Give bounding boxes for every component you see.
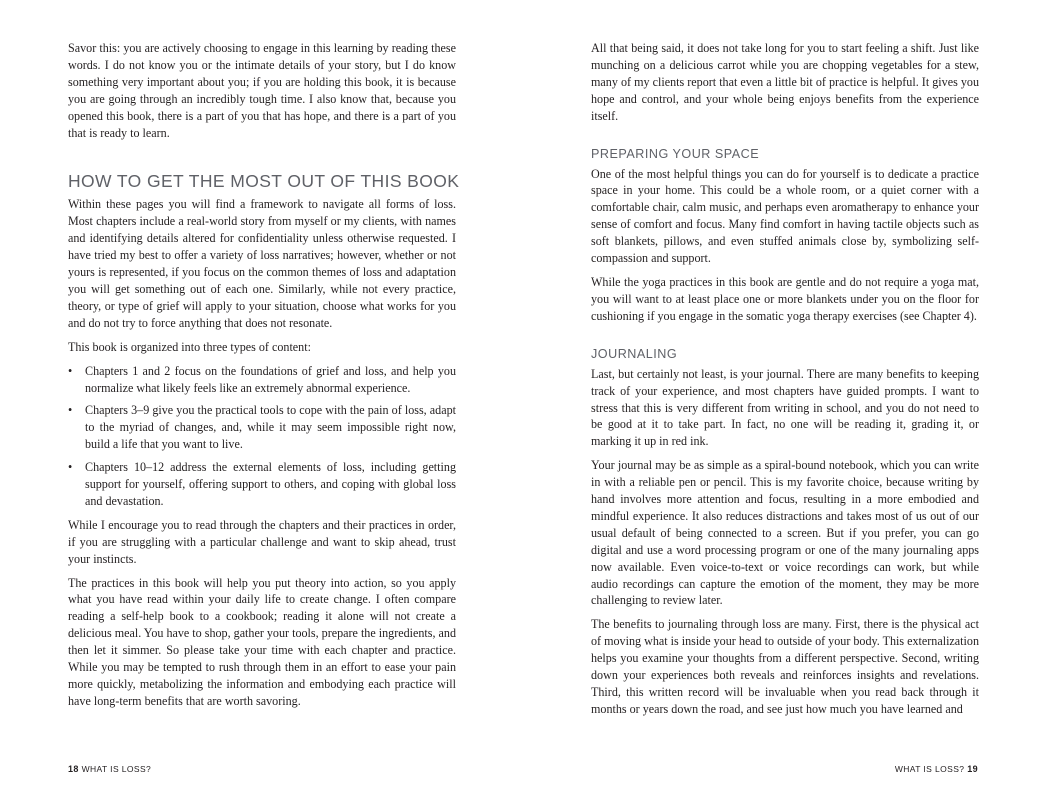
list-item bbox=[68, 363, 456, 397]
list-item bbox=[68, 459, 456, 510]
right-page-body bbox=[591, 40, 979, 725]
page-number: 18 bbox=[68, 764, 79, 774]
list-item-text: Chapters 1 and 2 focus on the foundations of grief and loss, and help you normalize what likely feels like an extremely abnormal experience. bbox=[85, 363, 456, 395]
body-paragraph: This book is organized into three types of content: bbox=[68, 339, 311, 354]
subheading-journaling: JOURNALING bbox=[591, 346, 678, 361]
left-page-footer bbox=[68, 764, 151, 774]
running-title: WHAT IS LOSS? bbox=[81, 764, 152, 774]
list-item-text: Chapters 10–12 address the external elements of loss, including getting support for yourself, offering support to others, and coping with global loss and devastation. bbox=[85, 460, 456, 508]
body-paragraph: Within these pages you will find a framework to navigate all forms of loss. Most chapters include a real-world story from myself or my clients, with names and identifying details altered for confidentiality unless otherwise requested. I have tried my best to offer a variety of loss narratives; however, whether or not yours is represented, if you focus on the common themes of loss and adaptation you will get something out of each one. Similarly, while not every practice, theory, or type of grief will apply to your situation, choose what works for you and do not try to force anything that does not resonate. bbox=[68, 197, 456, 330]
body-paragraph: Savor this: you are actively choosing to engage in this learning by reading these words. I do not know you or the intimate details of your story, but I do know something very important about you; if you are holding this book, it is because you are going through an incredibly tough time. I also know that, because you opened this book, there is a part of you that has hope, and there is a part of you that is ready to learn. bbox=[68, 41, 456, 140]
section-heading-how-to-use: HOW TO GET THE MOST OUT OF THIS BOOK bbox=[68, 171, 460, 192]
body-paragraph: One of the most helpful things you can do for yourself is to dedicate a practice space in your home. This could be a whole room, or a quiet corner with a comfortable chair, calm music, and perhaps even aromatherapy to enhance your sense of comfort and focus. Many find comfort in having tactile objects such as soft blankets, pillows, and even stuffed animals close by, symbolizing self-compassion and support. bbox=[591, 166, 979, 266]
body-paragraph: The benefits to journaling through loss are many. First, there is the physical act of moving what is inside your head to outside of your body. This externalization helps you examine your thoughts from a different perspective. Second, writing down your experiences both reveals and reinforces insights and revelations. Third, this written record will be invaluable when you read back through it months or years down the road, and see just how much you have learned and bbox=[591, 617, 979, 716]
bullet-icon: • bbox=[68, 403, 73, 418]
body-paragraph: Last, but certainly not least, is your journal. There are many benefits to keeping track of your experience, and most chapters have guided prompts. I want to stress that this is very different from writing in school, and you do not need to be good at it to take part. In fact, no one will be reading it, grading it, or marking it up in red ink. bbox=[591, 366, 979, 449]
running-title: WHAT IS LOSS? bbox=[894, 764, 965, 774]
body-paragraph: Your journal may be as simple as a spiral-bound notebook, which you can write in with a reliable pen or pencil. This is my favorite choice, because writing by hand involves more attention and focus, resulting in a more embodied and mindful experience. It also reduces distractions and takes most of us out of our usual default of being connected to a screen. But if you prefer, you can go digital and use a word processing program or one of the many journaling apps now available. Even voice-to-text or voice recordings can work, but while audio recordings can capture the emotion of the moment, they may be more challenging to review later. bbox=[591, 458, 979, 608]
bullet-icon: • bbox=[68, 460, 73, 475]
subheading-preparing-space: PREPARING YOUR SPACE bbox=[591, 146, 760, 161]
body-paragraph: The practices in this book will help you put theory into action, so you apply what you have read within your daily life to create change. I often compare reading a self-help book to a cookbook; reading it alone will not create a delicious meal. You have to shop, gather your tools, prepare the ingredients, and then let it simmer. So please take your time with each chapter and practice. While you may be tempted to rush through them in an effort to ease your pain more quickly, metabolizing the information and embodying each practice will have long-term benefits that are worth savoring. bbox=[68, 575, 456, 708]
content-types-list bbox=[68, 363, 456, 510]
left-page-body bbox=[68, 40, 460, 717]
body-paragraph: While the yoga practices in this book are gentle and do not require a yoga mat, you will want to at least place one or more blankets under you on the floor for cushioning if you engage in the somatic yoga therapy exercises (see Chapter 4). bbox=[591, 274, 979, 323]
bullet-icon: • bbox=[68, 363, 73, 378]
list-item-text: Chapters 3–9 give you the practical tools to cope with the pain of loss, adapt to the myriad of changes, and, while it may seem impossible right now, build a life that you want to live. bbox=[85, 403, 456, 452]
list-item bbox=[68, 402, 456, 453]
right-page-footer bbox=[895, 764, 978, 774]
page-number: 19 bbox=[967, 764, 978, 774]
body-paragraph: While I encourage you to read through the chapters and their practices in order, if you are struggling with a particular challenge and want to skip ahead, trust your instincts. bbox=[68, 517, 456, 566]
body-paragraph: All that being said, it does not take long for you to start feeling a shift. Just like munching on a delicious carrot while you are chopping vegetables for a stew, many of my clients report that even a little bit of practice is helpful. It gives you hope and control, and your whole being enjoys benefits from the experience itself. bbox=[591, 41, 979, 123]
